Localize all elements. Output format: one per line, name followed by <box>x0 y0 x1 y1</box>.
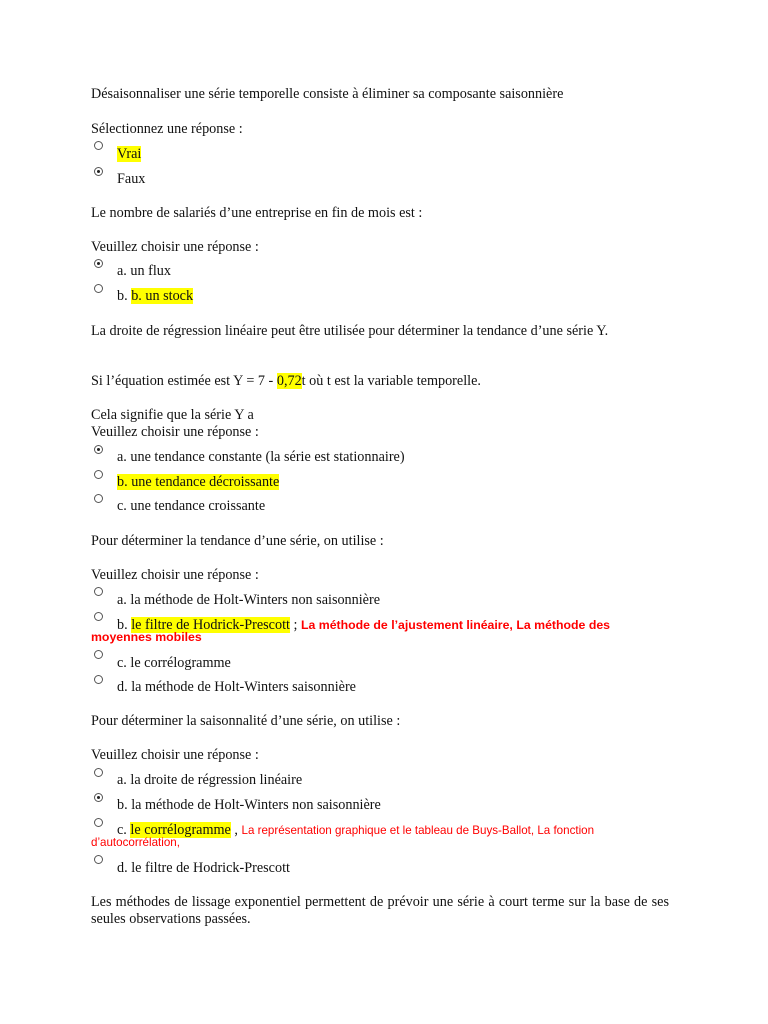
q5-radio-a[interactable] <box>94 768 103 777</box>
q4-radio-c[interactable] <box>94 650 103 659</box>
q1-prompt: Sélectionnez une réponse : <box>91 121 243 137</box>
q1-radio-vrai[interactable] <box>94 141 103 150</box>
q4-question: Pour déterminer la tendance d’une série, on utilise : <box>91 533 384 549</box>
q2-option-b: b. b. un stock <box>117 288 194 304</box>
q5-question: Pour déterminer la saisonnalité d’une série, on utilise : <box>91 713 401 729</box>
q6-statement: Les méthodes de lissage exponentiel permettent de prévoir une série à court terme sur la base de ses seules observations passées. <box>91 894 669 927</box>
q5-radio-c[interactable] <box>94 818 103 827</box>
q2-radio-b[interactable] <box>94 284 103 293</box>
q4-option-b: b. le filtre de Hodrick-Prescott ; La méthode de l’ajustement linéaire, La méthode des <box>117 617 611 633</box>
q4-option-b-note-cont: moyennes mobiles <box>91 630 202 644</box>
q3-equation: Si l’équation estimée est Y = 7 - 0,72t où t est la variable temporelle. <box>91 373 481 389</box>
q5-option-c-note-cont: d’autocorrélation, <box>91 836 180 849</box>
q3-radio-a[interactable] <box>94 445 103 454</box>
q5-option-a: a. la droite de régression linéaire <box>117 772 303 788</box>
q4-option-b-note: La méthode de l’ajustement linéaire, <box>301 618 513 632</box>
q3-prompt: Veuillez choisir une réponse : <box>91 424 259 440</box>
q5-radio-d[interactable] <box>94 855 103 864</box>
q4-option-c: c. le corrélogramme <box>117 655 231 671</box>
q3-intro: La droite de régression linéaire peut être utilisée pour déterminer la tendance d’une série Y. <box>91 323 609 339</box>
q3-option-a: a. une tendance constante (la série est stationnaire) <box>117 449 405 465</box>
q4-radio-d[interactable] <box>94 675 103 684</box>
q2-option-b-highlight: b. un stock <box>131 288 194 304</box>
q4-option-b-highlight: le filtre de Hodrick-Prescott <box>131 617 290 633</box>
q4-option-d: d. la méthode de Holt-Winters saisonnière <box>117 679 356 695</box>
q1-option-vrai: Vrai <box>117 146 142 162</box>
q5-option-c-highlight: le corrélogramme <box>130 822 231 838</box>
q4-prompt: Veuillez choisir une réponse : <box>91 567 259 583</box>
q2-option-a: a. un flux <box>117 263 171 279</box>
q5-option-c: c. le corrélogramme , La représentation graphique et le tableau de Buys-Ballot, La fonction <box>117 822 595 838</box>
q2-prompt: Veuillez choisir une réponse : <box>91 239 259 255</box>
q2-radio-a[interactable] <box>94 259 103 268</box>
q4-radio-b[interactable] <box>94 612 103 621</box>
q3-radio-c[interactable] <box>94 494 103 503</box>
q4-option-a: a. la méthode de Holt-Winters non saisonnière <box>117 592 381 608</box>
q5-prompt: Veuillez choisir une réponse : <box>91 747 259 763</box>
q3-option-b: b. une tendance décroissante <box>117 474 280 490</box>
q5-radio-b[interactable] <box>94 793 103 802</box>
q2-question: Le nombre de salariés d’une entreprise en fin de mois est : <box>91 205 423 221</box>
q1-option-faux: Faux <box>117 171 146 187</box>
q1-question: Désaisonnaliser une série temporelle consiste à éliminer sa composante saisonnière <box>91 86 564 102</box>
q5-option-c-note: La représentation graphique et le tableau de Buys-Ballot, La fonction <box>241 824 595 837</box>
q3-question: Cela signifie que la série Y a <box>91 407 254 423</box>
q3-option-c: c. une tendance croissante <box>117 498 266 514</box>
q1-radio-faux[interactable] <box>94 167 103 176</box>
q5-option-b: b. la méthode de Holt-Winters non saisonnière <box>117 797 381 813</box>
q3-radio-b[interactable] <box>94 470 103 479</box>
q4-radio-a[interactable] <box>94 587 103 596</box>
q5-option-d: d. le filtre de Hodrick-Prescott <box>117 860 290 876</box>
